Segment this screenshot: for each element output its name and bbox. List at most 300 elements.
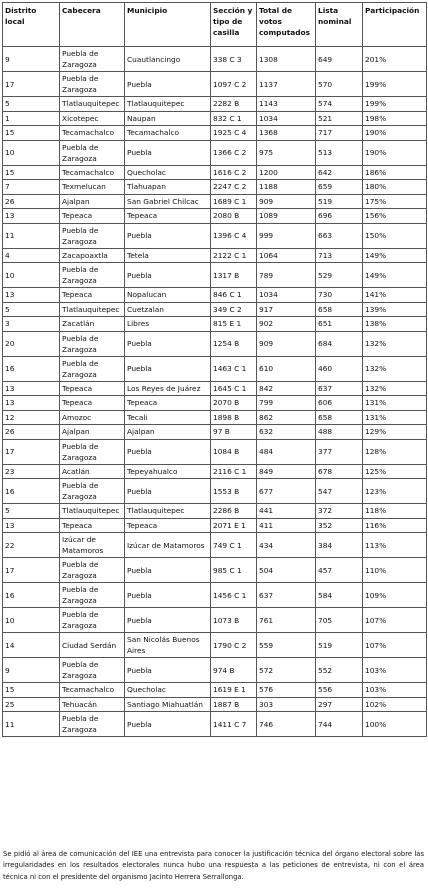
municipio-cell: Puebla [125,712,211,737]
participacion-cell: 141% [363,288,427,303]
municipio-cell: Quecholac [125,683,211,698]
municipio-cell: Tlahuapan [125,180,211,195]
cabecera-cell: Tepeaca [60,518,125,533]
seccion-casilla-cell: 749 C 1 [211,533,257,558]
lista-nominal-cell: 663 [316,223,363,248]
footnote: Se pidió al área de comunicación del IEE una entrevista para conocer la justificación técnica del órgano electoral sobre las irregularidades en los resultados electorales nunca hubo una respuesta a las peticiones de entrevista, ni con el área técnica ni con el presidente del organismo Jacinto Herrera Serrallonga. [3,849,424,881]
lista-nominal-cell: 529 [316,263,363,288]
total-votos-cell: 1089 [257,209,316,224]
lista-nominal-cell: 744 [316,712,363,737]
lista-nominal-cell: 547 [316,479,363,504]
distrito-local-cell: 13 [3,381,60,396]
distrito-local-cell: 17 [3,439,60,464]
total-votos-cell: 303 [257,697,316,712]
seccion-casilla-cell: 1925 C 4 [211,126,257,141]
lista-nominal-cell: 658 [316,410,363,425]
cabecera-cell: Tlatlauquitepec [60,97,125,112]
cabecera-cell: Puebla de Zaragoza [60,479,125,504]
cabecera-cell: Acatlán [60,464,125,479]
distrito-local-cell: 15 [3,683,60,698]
lista-nominal-cell: 678 [316,464,363,479]
distrito-local-cell: 16 [3,583,60,608]
seccion-casilla-cell: 1254 B [211,331,257,356]
table-row [3,126,427,141]
participacion-cell: 156% [363,209,427,224]
participacion-cell: 201% [363,47,427,72]
municipio-cell: Puebla [125,479,211,504]
municipio-cell: Tepeaca [125,518,211,533]
distrito-local-cell: 5 [3,97,60,112]
seccion-casilla-cell: 2122 C 1 [211,248,257,263]
total-votos-cell: 917 [257,302,316,317]
table-row [3,583,427,608]
municipio-cell: Tepeyahualco [125,464,211,479]
participacion-cell: 198% [363,111,427,126]
municipio-cell: Puebla [125,223,211,248]
lista-nominal-cell: 556 [316,683,363,698]
total-votos-cell: 559 [257,633,316,658]
table-row [3,533,427,558]
seccion-casilla-cell: 1396 C 4 [211,223,257,248]
total-votos-cell: 1137 [257,72,316,97]
header-total-votos: Total de votos computados [257,3,316,47]
table-row [3,396,427,411]
total-votos-cell: 1034 [257,288,316,303]
participacion-cell: 116% [363,518,427,533]
total-votos-cell: 411 [257,518,316,533]
distrito-local-cell: 1 [3,111,60,126]
cabecera-cell: Zacatlán [60,317,125,332]
total-votos-cell: 746 [257,712,316,737]
total-votos-cell: 1188 [257,180,316,195]
total-votos-cell: 441 [257,504,316,519]
distrito-local-cell: 25 [3,697,60,712]
seccion-casilla-cell: 1317 B [211,263,257,288]
participacion-cell: 186% [363,165,427,180]
cabecera-cell: Zacapoaxtla [60,248,125,263]
participacion-cell: 102% [363,697,427,712]
total-votos-cell: 799 [257,396,316,411]
seccion-casilla-cell: 1463 C 1 [211,356,257,381]
municipio-cell: Puebla [125,583,211,608]
seccion-casilla-cell: 985 C 1 [211,558,257,583]
participacion-cell: 107% [363,608,427,633]
participacion-cell: 132% [363,381,427,396]
cabecera-cell: Puebla de Zaragoza [60,72,125,97]
participacion-cell: 199% [363,97,427,112]
total-votos-cell: 637 [257,583,316,608]
table-row [3,558,427,583]
lista-nominal-cell: 713 [316,248,363,263]
participacion-cell: 150% [363,223,427,248]
total-votos-cell: 572 [257,658,316,683]
distrito-local-cell: 13 [3,518,60,533]
lista-nominal-cell: 717 [316,126,363,141]
cabecera-cell: Puebla de Zaragoza [60,608,125,633]
municipio-cell: Naupan [125,111,211,126]
participacion-cell: 107% [363,633,427,658]
distrito-local-cell: 26 [3,425,60,440]
municipio-cell: Tepeaca [125,396,211,411]
seccion-casilla-cell: 349 C 2 [211,302,257,317]
seccion-casilla-cell: 2116 C 1 [211,464,257,479]
lista-nominal-cell: 730 [316,288,363,303]
lista-nominal-cell: 521 [316,111,363,126]
table-row [3,331,427,356]
distrito-local-cell: 10 [3,608,60,633]
distrito-local-cell: 13 [3,288,60,303]
table-row [3,683,427,698]
table-row [3,633,427,658]
cabecera-cell: Puebla de Zaragoza [60,331,125,356]
total-votos-cell: 610 [257,356,316,381]
cabecera-cell: Tlatlauquitepec [60,504,125,519]
table-row [3,712,427,737]
distrito-local-cell: 11 [3,712,60,737]
municipio-cell: Puebla [125,263,211,288]
table-row [3,111,427,126]
lista-nominal-cell: 584 [316,583,363,608]
lista-nominal-cell: 659 [316,180,363,195]
cabecera-cell: Tecamachalco [60,683,125,698]
seccion-casilla-cell: 1887 B [211,697,257,712]
lista-nominal-cell: 606 [316,396,363,411]
lista-nominal-cell: 570 [316,72,363,97]
seccion-casilla-cell: 1073 B [211,608,257,633]
seccion-casilla-cell: 1689 C 1 [211,194,257,209]
distrito-local-cell: 16 [3,356,60,381]
seccion-casilla-cell: 2071 E 1 [211,518,257,533]
cabecera-cell: Tehuacán [60,697,125,712]
cabecera-cell: Puebla de Zaragoza [60,439,125,464]
cabecera-cell: Tecamachalco [60,165,125,180]
participacion-cell: 149% [363,248,427,263]
seccion-casilla-cell: 2247 C 2 [211,180,257,195]
total-votos-cell: 761 [257,608,316,633]
header-municipio: Municipio [125,3,211,47]
table-row [3,518,427,533]
total-votos-cell: 909 [257,331,316,356]
municipio-cell: Izúcar de Matamoros [125,533,211,558]
total-votos-cell: 484 [257,439,316,464]
total-votos-cell: 999 [257,223,316,248]
total-votos-cell: 632 [257,425,316,440]
participacion-cell: 190% [363,140,427,165]
municipio-cell: Puebla [125,356,211,381]
seccion-casilla-cell: 1084 B [211,439,257,464]
table-row [3,263,427,288]
total-votos-cell: 1143 [257,97,316,112]
lista-nominal-cell: 684 [316,331,363,356]
header-distrito-local: Distrito local [3,3,60,47]
municipio-cell: Puebla [125,608,211,633]
cabecera-cell: Tepeaca [60,288,125,303]
lista-nominal-cell: 651 [316,317,363,332]
cabecera-cell: Texmelucan [60,180,125,195]
table-row [3,209,427,224]
seccion-casilla-cell: 2070 B [211,396,257,411]
table-row [3,381,427,396]
total-votos-cell: 849 [257,464,316,479]
distrito-local-cell: 13 [3,396,60,411]
distrito-local-cell: 10 [3,140,60,165]
participacion-cell: 103% [363,683,427,698]
municipio-cell: Puebla [125,558,211,583]
municipio-cell: Puebla [125,72,211,97]
header-row [3,3,427,47]
distrito-local-cell: 20 [3,331,60,356]
table-row [3,140,427,165]
total-votos-cell: 576 [257,683,316,698]
total-votos-cell: 1034 [257,111,316,126]
distrito-local-cell: 14 [3,633,60,658]
cabecera-cell: Tepeaca [60,396,125,411]
lista-nominal-cell: 637 [316,381,363,396]
distrito-local-cell: 3 [3,317,60,332]
seccion-casilla-cell: 846 C 1 [211,288,257,303]
participacion-cell: 180% [363,180,427,195]
table-row [3,317,427,332]
lista-nominal-cell: 352 [316,518,363,533]
cabecera-cell: Izúcar de Matamoros [60,533,125,558]
municipio-cell: Ajalpan [125,425,211,440]
seccion-casilla-cell: 338 C 3 [211,47,257,72]
lista-nominal-cell: 297 [316,697,363,712]
distrito-local-cell: 7 [3,180,60,195]
total-votos-cell: 1200 [257,165,316,180]
participacion-cell: 138% [363,317,427,332]
cabecera-cell: Ajalpan [60,194,125,209]
municipio-cell: Libres [125,317,211,332]
total-votos-cell: 975 [257,140,316,165]
total-votos-cell: 789 [257,263,316,288]
lista-nominal-cell: 519 [316,194,363,209]
lista-nominal-cell: 513 [316,140,363,165]
lista-nominal-cell: 488 [316,425,363,440]
seccion-casilla-cell: 1411 C 7 [211,712,257,737]
seccion-casilla-cell: 815 E 1 [211,317,257,332]
participacion-cell: 131% [363,410,427,425]
participacion-cell: 113% [363,533,427,558]
table-row [3,223,427,248]
participacion-cell: 175% [363,194,427,209]
table-row [3,658,427,683]
lista-nominal-cell: 552 [316,658,363,683]
seccion-casilla-cell: 2282 B [211,97,257,112]
total-votos-cell: 862 [257,410,316,425]
total-votos-cell: 1064 [257,248,316,263]
total-votos-cell: 909 [257,194,316,209]
table-row [3,479,427,504]
cabecera-cell: Puebla de Zaragoza [60,140,125,165]
table-header [3,3,427,47]
lista-nominal-cell: 377 [316,439,363,464]
header-participacion: Participación [363,3,427,47]
seccion-casilla-cell: 2286 B [211,504,257,519]
seccion-casilla-cell: 1553 B [211,479,257,504]
seccion-casilla-cell: 1097 C 2 [211,72,257,97]
participacion-cell: 125% [363,464,427,479]
table-row [3,425,427,440]
participacion-cell: 103% [363,658,427,683]
distrito-local-cell: 17 [3,558,60,583]
distrito-local-cell: 16 [3,479,60,504]
table-row [3,608,427,633]
distrito-local-cell: 5 [3,504,60,519]
municipio-cell: Tecali [125,410,211,425]
table-row [3,356,427,381]
participacion-cell: 109% [363,583,427,608]
total-votos-cell: 677 [257,479,316,504]
table-row [3,697,427,712]
participacion-cell: 129% [363,425,427,440]
seccion-casilla-cell: 974 B [211,658,257,683]
seccion-casilla-cell: 2080 B [211,209,257,224]
table-row [3,288,427,303]
cabecera-cell: Puebla de Zaragoza [60,558,125,583]
participacion-cell: 110% [363,558,427,583]
table-body [3,47,427,737]
table-row [3,47,427,72]
distrito-local-cell: 23 [3,464,60,479]
lista-nominal-cell: 696 [316,209,363,224]
participacion-cell: 100% [363,712,427,737]
header-lista-nominal: Lista nominal [316,3,363,47]
table-row [3,72,427,97]
municipio-cell: Puebla [125,140,211,165]
table-row [3,97,427,112]
table-row [3,302,427,317]
lista-nominal-cell: 574 [316,97,363,112]
participacion-cell: 123% [363,479,427,504]
distrito-local-cell: 26 [3,194,60,209]
cabecera-cell: Puebla de Zaragoza [60,223,125,248]
cabecera-cell: Xicotepec [60,111,125,126]
seccion-casilla-cell: 97 B [211,425,257,440]
cabecera-cell: Tepeaca [60,381,125,396]
results-table [2,2,427,737]
seccion-casilla-cell: 1645 C 1 [211,381,257,396]
participacion-cell: 128% [363,439,427,464]
cabecera-cell: Ciudad Serdán [60,633,125,658]
lista-nominal-cell: 460 [316,356,363,381]
distrito-local-cell: 15 [3,126,60,141]
total-votos-cell: 434 [257,533,316,558]
distrito-local-cell: 4 [3,248,60,263]
municipio-cell: San Nicolás Buenos Aires [125,633,211,658]
cabecera-cell: Puebla de Zaragoza [60,583,125,608]
lista-nominal-cell: 519 [316,633,363,658]
lista-nominal-cell: 642 [316,165,363,180]
distrito-local-cell: 22 [3,533,60,558]
municipio-cell: Tepeaca [125,209,211,224]
municipio-cell: Cuetzalan [125,302,211,317]
municipio-cell: Los Reyes de Juárez [125,381,211,396]
municipio-cell: Tecamachalco [125,126,211,141]
municipio-cell: Puebla [125,331,211,356]
participacion-cell: 132% [363,331,427,356]
total-votos-cell: 842 [257,381,316,396]
table-row [3,248,427,263]
seccion-casilla-cell: 1898 B [211,410,257,425]
cabecera-cell: Puebla de Zaragoza [60,356,125,381]
distrito-local-cell: 15 [3,165,60,180]
municipio-cell: Nopalucan [125,288,211,303]
seccion-casilla-cell: 1619 E 1 [211,683,257,698]
municipio-cell: Tlatlauquitepec [125,97,211,112]
table-row [3,464,427,479]
cabecera-cell: Tecamachalco [60,126,125,141]
total-votos-cell: 902 [257,317,316,332]
lista-nominal-cell: 649 [316,47,363,72]
total-votos-cell: 504 [257,558,316,583]
cabecera-cell: Tepeaca [60,209,125,224]
table-row [3,439,427,464]
municipio-cell: Tetela [125,248,211,263]
participacion-cell: 139% [363,302,427,317]
distrito-local-cell: 9 [3,47,60,72]
seccion-casilla-cell: 1366 C 2 [211,140,257,165]
table-row [3,504,427,519]
distrito-local-cell: 5 [3,302,60,317]
distrito-local-cell: 13 [3,209,60,224]
municipio-cell: Tlatlauquitepec [125,504,211,519]
distrito-local-cell: 11 [3,223,60,248]
participacion-cell: 118% [363,504,427,519]
lista-nominal-cell: 384 [316,533,363,558]
seccion-casilla-cell: 832 C 1 [211,111,257,126]
lista-nominal-cell: 372 [316,504,363,519]
lista-nominal-cell: 705 [316,608,363,633]
total-votos-cell: 1308 [257,47,316,72]
participacion-cell: 149% [363,263,427,288]
table-row [3,180,427,195]
seccion-casilla-cell: 1790 C 2 [211,633,257,658]
cabecera-cell: Puebla de Zaragoza [60,712,125,737]
table-row [3,410,427,425]
seccion-casilla-cell: 1616 C 2 [211,165,257,180]
municipio-cell: Cuautlancingo [125,47,211,72]
seccion-casilla-cell: 1456 C 1 [211,583,257,608]
distrito-local-cell: 10 [3,263,60,288]
lista-nominal-cell: 658 [316,302,363,317]
table-row [3,194,427,209]
municipio-cell: Quecholac [125,165,211,180]
municipio-cell: Santiago Miahuatlán [125,697,211,712]
cabecera-cell: Tlatlauquitepec [60,302,125,317]
table-row [3,165,427,180]
municipio-cell: San Gabriel Chilcac [125,194,211,209]
distrito-local-cell: 17 [3,72,60,97]
municipio-cell: Puebla [125,658,211,683]
total-votos-cell: 1368 [257,126,316,141]
cabecera-cell: Puebla de Zaragoza [60,47,125,72]
distrito-local-cell: 12 [3,410,60,425]
cabecera-cell: Puebla de Zaragoza [60,658,125,683]
cabecera-cell: Amozoc [60,410,125,425]
lista-nominal-cell: 457 [316,558,363,583]
participacion-cell: 132% [363,356,427,381]
participacion-cell: 190% [363,126,427,141]
cabecera-cell: Ajalpan [60,425,125,440]
participacion-cell: 199% [363,72,427,97]
header-seccion-casilla: Sección y tipo de casilla [211,3,257,47]
header-cabecera: Cabecera [60,3,125,47]
cabecera-cell: Puebla de Zaragoza [60,263,125,288]
participacion-cell: 131% [363,396,427,411]
municipio-cell: Puebla [125,439,211,464]
distrito-local-cell: 9 [3,658,60,683]
